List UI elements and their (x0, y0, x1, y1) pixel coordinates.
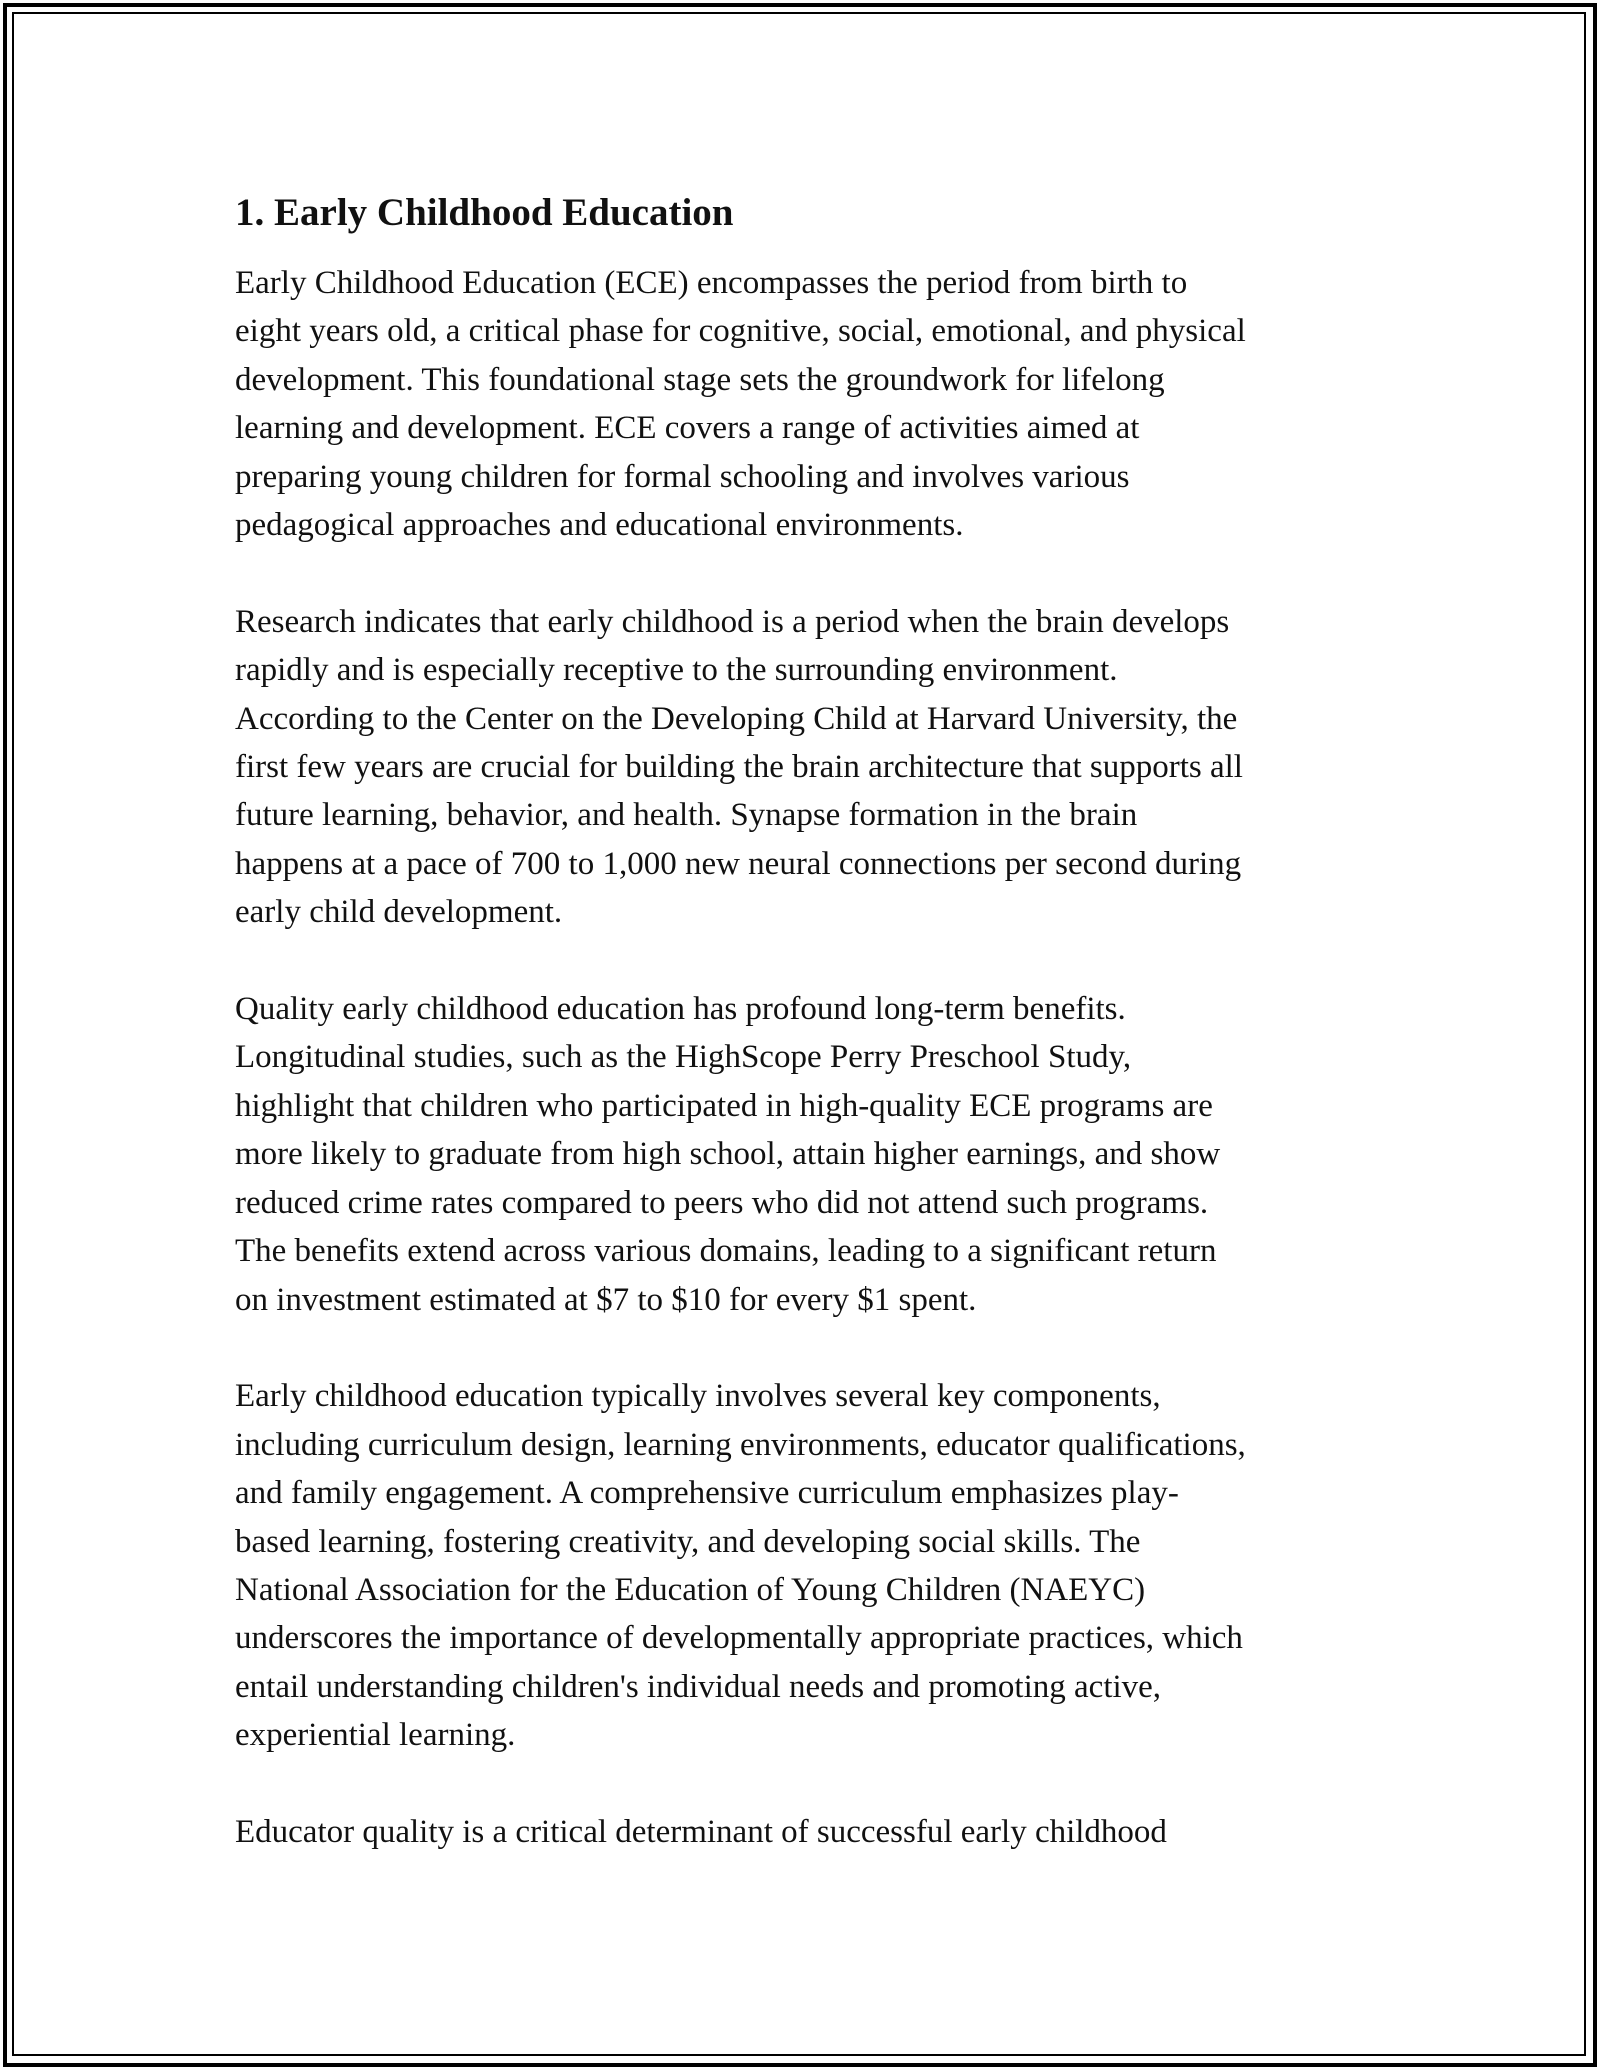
document-body (235, 186, 1365, 1856)
paragraph-line: Early childhood education typically involves several key components, (235, 1378, 1161, 1415)
paragraph-line: based learning, fostering creativity, and developing social skills. The (235, 1523, 1141, 1560)
paragraph-line: future learning, behavior, and health. Synapse formation in the brain (235, 797, 1138, 834)
paragraph-line: Research indicates that early childhood is a period when the brain develops (235, 603, 1230, 640)
paragraph-line: Quality early childhood education has profound long-term benefits. (235, 991, 1126, 1028)
paragraph-ece-definition (235, 259, 1365, 549)
paragraph-line: early child development. (235, 894, 563, 931)
paragraph-line: more likely to graduate from high school, attain higher earnings, and show (235, 1136, 1221, 1173)
paragraph-line: According to the Center on the Developing Child at Harvard University, the (235, 700, 1238, 737)
paragraph-line: rapidly and is especially receptive to the surrounding environment. (235, 652, 1118, 689)
paragraph-line: The benefits extend across various domains, leading to a significant return (235, 1233, 1217, 1270)
section-heading: 1. Early Childhood Education (235, 191, 734, 234)
paragraph-brain-research (235, 598, 1365, 937)
paragraph-line: National Association for the Education of Young Children (NAEYC) (235, 1571, 1146, 1608)
paragraph-line: and family engagement. A comprehensive curriculum emphasizes play- (235, 1475, 1179, 1512)
paragraph-line: Early Childhood Education (ECE) encompasses the period from birth to (235, 265, 1188, 301)
paragraph-line: including curriculum design, learning environments, educator qualifications, (235, 1426, 1246, 1463)
paragraph-line: experiential learning. (235, 1717, 516, 1754)
paragraph-line: highlight that children who participated in high-quality ECE programs are (235, 1087, 1213, 1124)
paragraph-line: reduced crime rates compared to peers who did not attend such programs. (235, 1184, 1209, 1221)
paragraph-line: Longitudinal studies, such as the HighScope Perry Preschool Study, (235, 1039, 1132, 1076)
paragraph-line: eight years old, a critical phase for cognitive, social, emotional, and physical (235, 313, 1246, 350)
paragraph-line: preparing young children for formal schooling and involves various (235, 458, 1130, 495)
paragraph-line: first few years are crucial for building the brain architecture that supports all (235, 749, 1243, 786)
paragraph-line: learning and development. ECE covers a range of activities aimed at (235, 410, 1140, 447)
paragraph-line: underscores the importance of developmentally appropriate practices, which (235, 1620, 1243, 1657)
paragraph-line: pedagogical approaches and educational environments. (235, 507, 964, 544)
paragraph-line: development. This foundational stage sets the groundwork for lifelong (235, 361, 1165, 398)
paragraph-key-components (235, 1372, 1365, 1759)
paragraph-line: entail understanding children's individual needs and promoting active, (235, 1668, 1162, 1705)
paragraph-line: on investment estimated at $7 to $10 for every $1 spent. (235, 1281, 977, 1318)
paragraph-line: Educator quality is a critical determinant of successful early childhood (235, 1813, 1167, 1850)
paragraph-long-term-benefits (235, 985, 1365, 1324)
paragraph-educator-quality (235, 1808, 1365, 1856)
paragraph-line: happens at a pace of 700 to 1,000 new neural connections per second during (235, 845, 1242, 882)
